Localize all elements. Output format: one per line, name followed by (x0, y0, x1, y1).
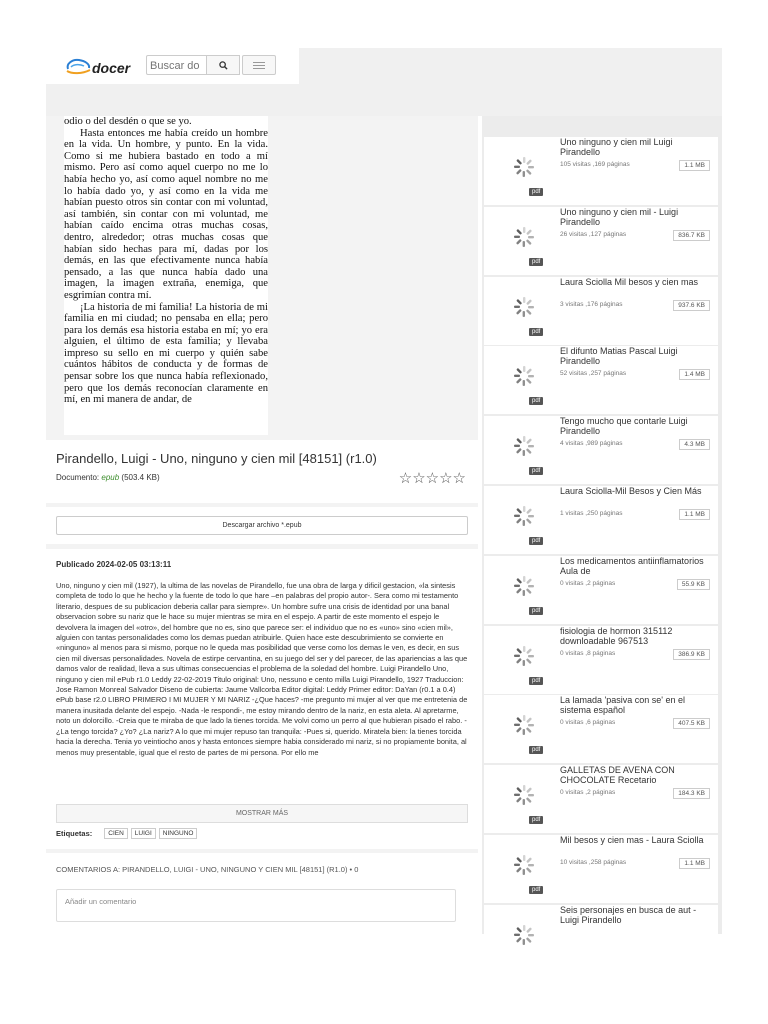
related-title[interactable]: Mil besos y cien mas - Laura Sciolla (560, 835, 704, 845)
tag[interactable]: LUIGI (131, 828, 156, 839)
related-size: 4.3 MB (679, 439, 710, 450)
loading-spinner-icon (512, 225, 536, 249)
search-button[interactable] (206, 55, 240, 75)
related-size: 1.1 MB (679, 160, 710, 171)
menu-button[interactable] (242, 55, 276, 75)
document-title: Pirandello, Luigi - Uno, ninguno y cien mil [48151] (r1.0) (56, 451, 377, 466)
related-meta: 26 visitas ,127 páginas (560, 231, 627, 238)
search-input[interactable] (147, 58, 209, 74)
description-card (46, 549, 478, 849)
related-size: 55.9 KB (677, 579, 710, 590)
related-item[interactable] (484, 556, 718, 624)
tag[interactable]: CIEN (104, 828, 128, 839)
related-item[interactable] (484, 137, 718, 205)
loading-spinner-icon (512, 155, 536, 179)
related-title[interactable]: Los medicamentos antiinflamatorios Aula de (560, 556, 704, 576)
related-title[interactable]: Uno ninguno y cien mil Luigi Pirandello (560, 137, 673, 157)
description-text: Uno, ninguno y cien mil (1927), la ultima de las novelas de Pirandello, fue una obra de larga y dificil gestacion, «la sintesis completa de todo lo que he hecho y la fuente de todo lo que hare –en palabras del propio autor-. Sera como mi testamento literario, despues de su publicacion deberia callar para siempre». Un hombre sufre una crisis de identidad por una banal observacion sobre su nariz que le hace su mujer mientras se mira en el espejo. A partir de este momento el espejo le devolvera la imagen del «otro», del hombre que no es, sino que parece ser: el individuo que no es «uno» sino «cien mil», alguien con tantas personalidades como los demas puedan atribuirle. Quien hace este descubrimiento se convierte en «ninguno» al menos para si mismo, porque no le queda mas posibilidad que verse como los demas le ven, es decir, en sus cien mil diversas personalidades. Novela de estirpe cervantina, en su juego del ser y del parecer, de las apariencias a las que damos valor de realidad, lleva a sus ultimas consecuencias el problema de la soledad del hombre. Luigi Pirandello Uno, ninguno y cien mil ePub r1.0 Leddy 22-02-2019 Titulo original: Uno, nessuno e cento milla Luigi Pirandello, 1927 Traduccion: Jose Ramon Monreal Salvador Diseno de cubierta: Jaume Vallcorba Editor digital: Leddy Primer editor: DaYan (r0.1 a 0.4) ePub base r2.0 LIBRO PRIMERO I MI MUJER Y MI NARIZ -¿Que haces? -me pregunto mi mujer al ver que me entretenia de manera inusitada delante del espejo. -Nada -le respondi-, me estoy mirando dentro de la nariz, en esta aleta. Al apretarme, noto un dolorcillo. -Creia que te miraba de que lado la tienes torcida. Me volvi como un perro al que hubieran pisado el rabo. -¿La tengo torcida? ¿Yo? ¿La nariz? A lo que mi mujer repuso tan tranquila: -Pues si, querido. Miratela bien: la tienes torcida hacia la derecha. Tenia yo veintiocho anos y hasta entonces siempre habia considerado mi nariz, si no propiamente bonita, al menos muy presentable, igual que el resto de partes de mi persona. Por ello me (56, 581, 468, 757)
loading-spinner-icon (512, 644, 536, 668)
document-label: Documento: (56, 473, 100, 482)
related-size: 407.5 KB (673, 718, 710, 729)
comment-input[interactable]: Añadir un comentario (56, 889, 456, 922)
related-item[interactable] (484, 835, 718, 903)
pdf-badge: pdf (529, 816, 543, 824)
pdf-badge: pdf (529, 607, 543, 615)
search-box (146, 55, 208, 75)
related-title[interactable]: Tengo mucho que contarle Luigi Pirandello (560, 416, 688, 436)
related-size: 836.7 KB (673, 230, 710, 241)
related-meta: 52 visitas ,257 páginas (560, 370, 627, 377)
related-meta: 10 visitas ,258 páginas (560, 859, 627, 866)
related-item[interactable] (484, 626, 718, 694)
related-meta: 3 visitas ,176 páginas (560, 301, 623, 308)
pdf-badge: pdf (529, 397, 543, 405)
published-date: Publicado 2024-02-05 03:13:11 (56, 560, 172, 569)
preview-paragraph: Hasta entonces me había creído un hombre en la vida. Un hombre, y punto. En la vida. Como si me hubiera bastado en todo a mí mismo. Pero así como aquel cuerpo no me lo había hecho yo, así como aquel nombre no me lo había dado yo, y así como en la vida me habían puesto otros sin contar con mi voluntad, así también, sin contar con mi voluntad, me habían caído encima otras muchas cosas, dentro, alrededor; otras muchas cosas que habían sido hechas para mí, dadas por los demás, en las que efectivamente nunca había pensado, a las que nunca había dado una imagen, la imagen extraña, enemiga, que esgrimían contra mí. (64, 127, 268, 301)
document-format[interactable]: epub (101, 473, 120, 482)
related-meta: 0 visitas ,8 páginas (560, 650, 616, 657)
comments-card (46, 853, 478, 934)
loading-spinner-icon (512, 364, 536, 388)
related-item[interactable] (484, 277, 718, 345)
logo-icon (64, 55, 94, 77)
loading-spinner-icon (512, 713, 536, 737)
pdf-badge: pdf (529, 886, 543, 894)
related-size: 1.4 MB (679, 369, 710, 380)
related-title[interactable]: fisiologia de hormon 315112 downloadable 967513 (560, 626, 673, 646)
loading-spinner-icon (512, 434, 536, 458)
related-title[interactable]: El difunto Matias Pascal Luigi Pirandello (560, 346, 678, 366)
related-meta: 105 visitas ,169 páginas (560, 161, 630, 168)
preview-margin (286, 116, 478, 435)
logo-text: docer (92, 60, 131, 76)
loading-spinner-icon (512, 853, 536, 877)
show-more-button[interactable]: MOSTRAR MÁS (56, 804, 468, 823)
document-size: (503.4 KB) (121, 473, 160, 482)
tags-label: Etiquetas: (56, 829, 93, 838)
loading-spinner-icon (512, 295, 536, 319)
pdf-badge: pdf (529, 188, 543, 196)
hamburger-icon (253, 60, 265, 71)
tags-row (56, 828, 200, 839)
document-info-card (46, 440, 478, 503)
related-title[interactable]: Laura Sciolla Mil besos y cien mas (560, 277, 699, 287)
related-title[interactable]: GALLETAS DE AVENA CON CHOCOLATE Recetario (560, 765, 675, 785)
search-icon (219, 61, 228, 70)
document-meta (56, 473, 160, 482)
related-item[interactable] (484, 905, 718, 973)
related-title[interactable]: Laura Sciolla-Mil Besos y Cien Más (560, 486, 702, 496)
related-meta: 0 visitas ,2 páginas (560, 789, 616, 796)
loading-spinner-icon (512, 504, 536, 528)
document-preview[interactable] (64, 116, 268, 435)
loading-spinner-icon (512, 923, 536, 947)
pdf-badge: pdf (529, 746, 543, 754)
pdf-badge: pdf (529, 467, 543, 475)
download-card (46, 507, 478, 544)
related-item[interactable] (484, 416, 718, 484)
pdf-badge: pdf (529, 328, 543, 336)
related-size: 937.6 KB (673, 300, 710, 311)
related-meta: 0 visitas ,2 páginas (560, 580, 616, 587)
preview-paragraph: ¡La historia de mi familia! La historia de mi familia en mi ciudad; no pensaba en ella; pero para los demás esa historia estaba en mí; yo era alguien, el último de esta familia; y llevaba impreso su sello en mi cuerpo y quién sabe cuántos hábitos de conducta y de formas de pensar sobre los que nunca había reflexionado, pero que los demás reconocían claramente en mí, en mi manera de andar, de (64, 301, 268, 406)
pdf-badge: pdf (529, 258, 543, 266)
related-item[interactable] (484, 695, 718, 763)
rating-stars[interactable]: ☆☆☆☆☆ (398, 470, 466, 487)
related-title[interactable]: Seis personajes en busca de aut - Luigi Pirandello (560, 905, 697, 925)
related-item[interactable] (484, 486, 718, 554)
related-title[interactable]: La lamada 'pasiva con se' en el sistema español (560, 695, 686, 715)
related-size: 184.3 KB (673, 788, 710, 799)
tag[interactable]: NINGUNO (159, 828, 198, 839)
related-meta: 0 visitas ,6 páginas (560, 719, 616, 726)
related-title[interactable]: Uno ninguno y cien mil - Luigi Pirandello (560, 207, 679, 227)
pdf-badge: pdf (529, 537, 543, 545)
comments-title: COMENTARIOS A: PIRANDELLO, LUIGI - UNO, NINGUNO Y CIEN MIL [48151] (R1.0) • 0 (56, 865, 359, 874)
loading-spinner-icon (512, 574, 536, 598)
related-size: 1.1 MB (679, 509, 710, 520)
preview-paragraph: odio o del desdén o que se yo. (64, 116, 192, 127)
related-size: 386.9 KB (673, 649, 710, 660)
pdf-badge: pdf (529, 677, 543, 685)
related-meta: 1 visitas ,250 páginas (560, 510, 623, 517)
related-meta: 4 visitas ,989 páginas (560, 440, 623, 447)
related-item[interactable] (484, 346, 718, 414)
related-item[interactable] (484, 207, 718, 275)
download-button[interactable]: Descargar archivo *.epub (56, 516, 468, 535)
related-size: 1.1 MB (679, 858, 710, 869)
related-item[interactable] (484, 765, 718, 833)
loading-spinner-icon (512, 783, 536, 807)
